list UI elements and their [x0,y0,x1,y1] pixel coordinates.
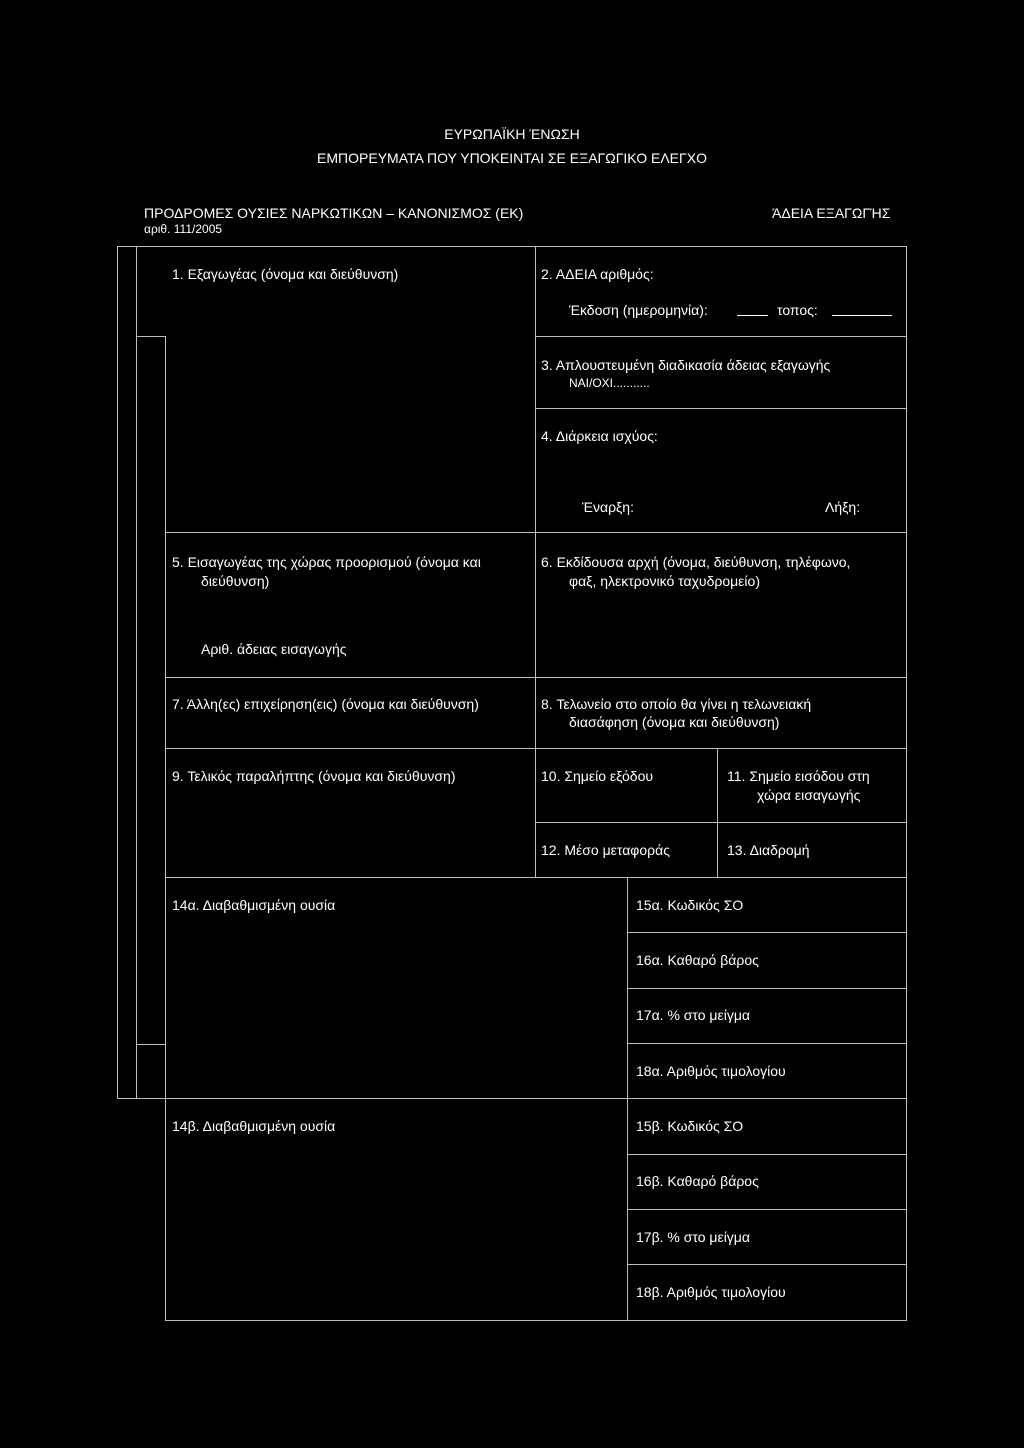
field-17b-percent: 17β. % στο μείγμα [636,1229,750,1245]
field-12-transport: 12. Μέσο μεταφοράς [541,842,670,858]
header-eu: ΕΥΡΩΠΑΪΚΗ ΈΝΩΣΗ [444,126,580,142]
field-8-customs-office: 8. Τελωνείο στο οποίο θα γίνει η τελωνειακή [541,696,812,712]
field-18b-invoice: 18β. Αριθμός τιμολογίου [636,1284,786,1300]
field-2-license-number: 2. ΑΔΕΙΑ αριθμός: [541,266,654,282]
field-14b-substance: 14β. Διαβαθμισμένη ουσία [172,1118,336,1134]
regulation-number: αριθ. 111/2005 [144,222,223,236]
field-14a-substance: 14α. Διαβαθμισμένη ουσία [172,897,336,913]
field-2-place: τοπος: [777,302,818,318]
field-17a-percent: 17α. % στο μείγμα [636,1007,751,1023]
field-16a-net-weight: 16α. Καθαρό βάρος [636,952,759,968]
issue-date-blank [737,315,768,316]
field-4-start: Έναρξη: [582,499,634,515]
field-2-issue-date: Έκδοση (ημερομηνία): [569,302,708,318]
field-1-exporter: 1. Εξαγωγέας (όνομα και διεύθυνση) [172,266,399,282]
document-type: ΆΔΕΙΑ ΕΞΑΓΩΓΉΣ [772,205,891,221]
field-5-import-license: Αριθ. άδειας εισαγωγής [201,641,347,657]
field-9-final-consignee: 9. Τελικός παραλήπτης (όνομα και διεύθυνση) [172,768,456,784]
field-18a-invoice: 18α. Αριθμός τιμολογίου [636,1063,786,1079]
place-blank [832,315,892,316]
field-4-end: Λήξη: [825,499,861,515]
field-13-route: 13. Διαδρομή [727,842,810,858]
regulation-title: ΠΡΟΔΡΟΜΕΣ ΟΥΣΙΕΣ ΝΑΡΚΩΤΙΚΩΝ – ΚΑΝΟΝΙΣΜΟΣ (ΕΚ) [144,205,524,221]
field-10-exit-point: 10. Σημείο εξόδου [541,768,654,784]
field-3-simplified-procedure: 3. Απλουστευμένη διαδικασία άδειας εξαγωγής [541,357,831,373]
header-export-control: ΕΜΠΟΡΕΥΜΑΤΑ ΠΟΥ ΥΠΟΚΕΙΝΤΑΙ ΣΕ ΕΞΑΓΩΓΙΚΟ ΕΛΕΓΧΟ [317,150,707,166]
field-16b-net-weight: 16β. Καθαρό βάρος [636,1173,759,1189]
field-3-yes-no: ΝΑΙ/ΟΧΙ........... [569,376,650,390]
field-8-customs-office-cont: διασάφηση (όνομα και διεύθυνση) [569,714,780,730]
field-4-validity: 4. Διάρκεια ισχύος: [541,428,658,444]
field-15b-cn-code: 15β. Κωδικός ΣΟ [636,1118,744,1134]
field-15a-cn-code: 15α. Κωδικός ΣΟ [636,897,744,913]
field-6-issuing-authority-cont: φαξ, ηλεκτρονικό ταχυδρομείο) [569,573,760,589]
field-7-other-operators: 7. Άλλη(ες) επιχείρηση(εις) (όνομα και διεύθυνση) [172,696,479,712]
field-5-importer: 5. Εισαγωγέας της χώρας προορισμού (όνομα και [172,554,481,570]
field-11-entry-point-cont: χώρα εισαγωγής [757,787,861,803]
field-11-entry-point: 11. Σημείο εισόδου στη [727,768,870,784]
field-6-issuing-authority: 6. Εκδίδουσα αρχή (όνομα, διεύθυνση, τηλέφωνο, [541,554,851,570]
field-5-importer-cont: διεύθυνση) [201,573,270,589]
